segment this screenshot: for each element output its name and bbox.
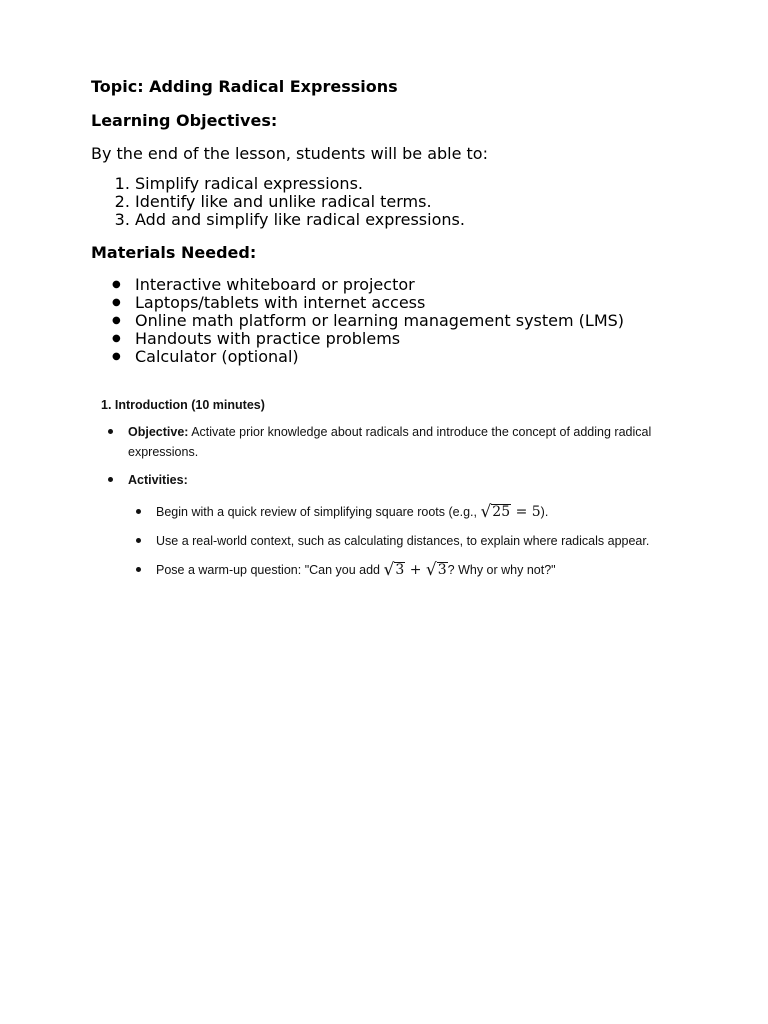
objective-item: 3. Add and simplify like radical expressions. [135,211,731,229]
material-item [112,275,731,294]
objectives-heading: Learning Objectives: [91,111,278,130]
sqrt-expression [383,562,447,578]
introduction-list [101,422,721,580]
objective-text: Activate prior knowledge about radicals and introduce the concept of adding radical expressions. [128,425,652,459]
materials-list [91,276,731,366]
material-item [112,329,731,348]
activities-list [128,502,721,580]
lesson-plan-page [91,76,731,366]
objective-label: Objective: [128,425,189,439]
bullet-icon [136,538,141,543]
activity-text: Begin with a quick review of simplifying square roots (e.g., [156,505,481,519]
activity-item: Use a real-world context, such as calculating distances, to explain where radicals appear. [156,531,721,551]
materials-heading: Materials Needed: [91,243,257,262]
topic-heading: Topic: Adding Radical Expressions [91,77,398,96]
bullet-icon: ● [112,333,121,344]
activities-label: Activities: [128,473,188,487]
radicand: 3 [395,562,405,578]
activity-text: ? Why or why not?" [447,563,556,577]
material-item [112,293,731,312]
material-item [112,347,731,366]
radicand: 25 [492,504,511,520]
introduction-title: 1. Introduction (10 minutes) [101,398,265,412]
introduction-section [101,396,721,589]
bullet-icon: ● [112,279,121,290]
bullet-icon: ● [112,315,121,326]
math-rest: = 5 [511,504,541,520]
bullet-icon: ● [112,351,121,362]
activity-text: Pose a warm-up question: "Can you add [156,563,384,577]
material-item-label: Online math platform or learning management system (LMS) [135,311,625,330]
sqrt-expression [480,504,540,520]
objective-item: 2. Identify like and unlike radical terms. [135,193,731,211]
bullet-icon: ● [112,297,121,308]
sqrt-icon: √ [383,560,395,580]
activities-point [128,470,721,580]
material-item-label: Handouts with practice problems [135,329,401,348]
objectives-list [91,175,731,229]
activity-item [156,502,721,522]
bullet-icon [136,567,141,572]
bullet-icon [108,429,113,434]
material-item [112,311,731,330]
radicand: 3 [437,562,447,578]
bullet-icon [108,477,113,482]
activity-item [156,560,721,580]
material-item-label: Interactive whiteboard or projector [135,275,415,294]
objective-item: 1. Simplify radical expressions. [135,175,731,193]
objectives-intro: By the end of the lesson, students will be able to: [91,144,488,163]
plus-sign: + [405,562,426,578]
material-item-label: Calculator (optional) [135,347,299,366]
sqrt-icon: √ [480,502,492,522]
sqrt-icon: √ [425,560,437,580]
activity-text: ). [540,505,549,519]
bullet-icon [136,509,141,514]
material-item-label: Laptops/tablets with internet access [135,293,426,312]
objective-point [128,422,721,462]
